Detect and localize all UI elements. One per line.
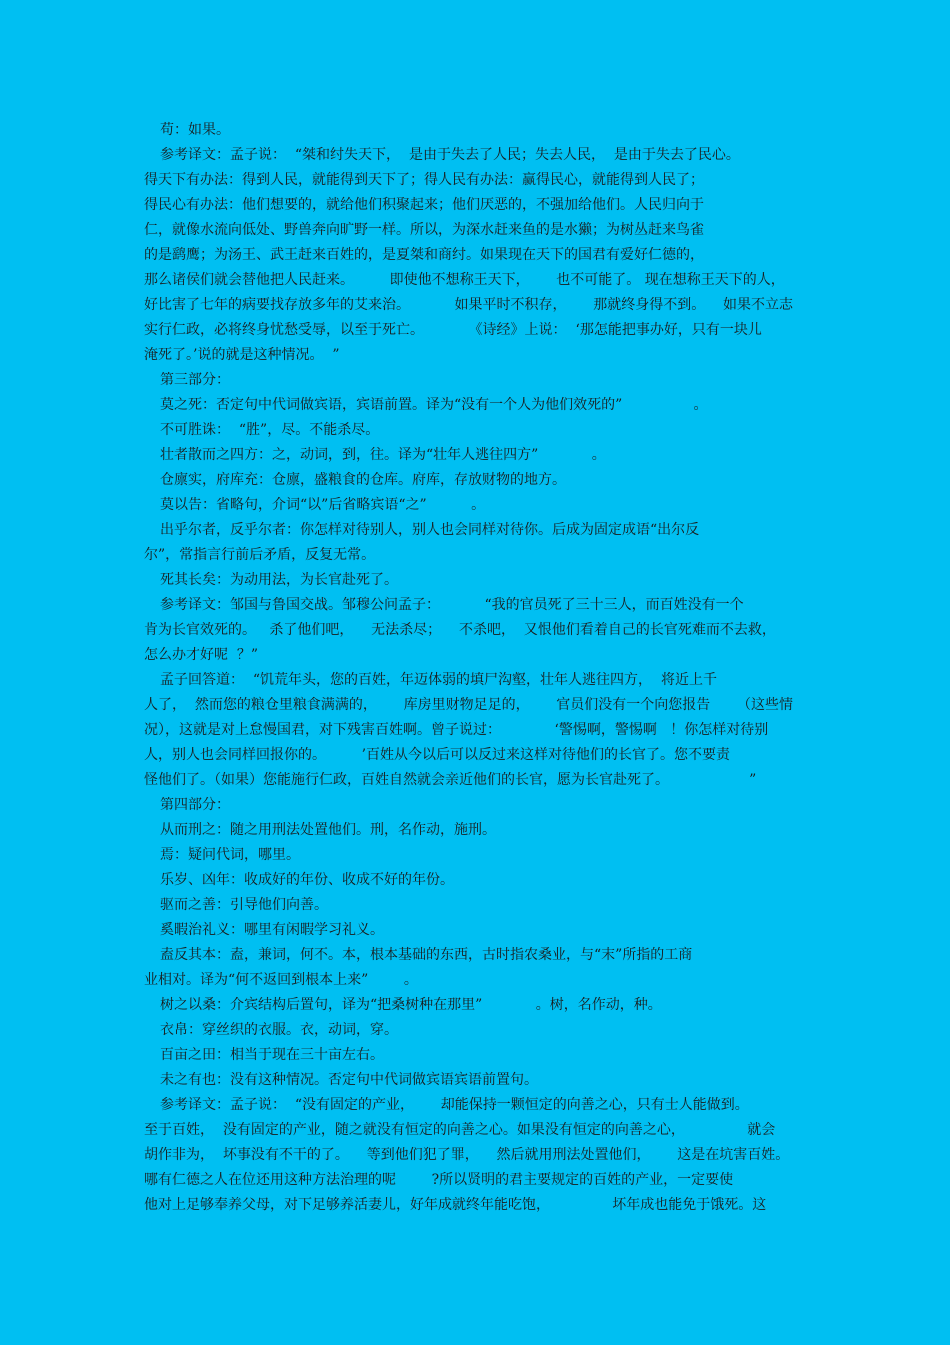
text-line: 好比害了七年的病要找存放多年的艾来治。 如果平时不积存， 那就终身得不到。 如果不立志 <box>144 297 794 313</box>
text-line: 得民心有办法：他们想要的，就给他们积聚起来；他们厌恶的，不强加给他们。人民归向于 <box>144 197 704 213</box>
text-line: 未之有也：没有这种情况。否定句中代词做宾语宾语前置句。 <box>160 1072 538 1088</box>
text-line: 实行仁政，必将终身忧愁受辱，以至于死亡。 《诗经》上说： ‘那怎能把事办好，只有一块儿 <box>144 322 762 338</box>
text-line: 孟子回答道： “饥荒年头，您的百姓，年迈体弱的填尸沟壑，壮年人逃往四方， 将近上千 <box>160 672 717 688</box>
text-line: 焉：疑问代词，哪里。 <box>160 847 300 863</box>
text-line: 乐岁、凶年：收成好的年份、收成不好的年份。 <box>160 872 454 888</box>
text-line: 况），这就是对上怠慢国君，对下残害百姓啊。曾子说过： ‘警惕啊，警惕啊 ！你怎样对待别 <box>144 722 769 738</box>
text-line: 莫之死：否定句中代词做宾语，宾语前置。译为“没有一个人为他们效死的” 。 <box>160 397 708 413</box>
text-line: 不可胜诛： “胜”，尽。不能杀尽。 <box>160 422 380 438</box>
text-line: 莫以告：省略句，介词“以”后省略宾语“之” 。 <box>160 497 486 513</box>
text-line: 哪有仁德之人在位还用这种方法治理的呢 ?所以贤明的君主要规定的百姓的产业，一定要使 <box>144 1172 734 1188</box>
text-line: 参考译文：孟子说： “桀和纣失天下， 是由于失去了人民；失去人民， 是由于失去了民心。 <box>160 147 740 163</box>
text-line: 得天下有办法：得到人民，就能得到天下了；得人民有办法：赢得民心，就能得到人民了； <box>144 172 704 188</box>
body-text <box>144 118 809 1218</box>
text-line: 盍反其本：盍，兼词，何不。本，根本基础的东西，古时指农桑业，与“末”所指的工商 <box>160 947 693 963</box>
text-line: 怎么办才好呢 ？” <box>144 647 259 663</box>
section-heading: 第四部分： <box>160 797 230 813</box>
text-line: 从而刑之：随之用刑法处置他们。刑，名作动，施刑。 <box>160 822 496 838</box>
text-line: 尔”，常指言行前后矛盾，反复无常。 <box>144 547 376 563</box>
text-line: 人，别人也会同样回报你的。 ’百姓从今以后可以反过来这样对待他们的长官了。您不要责 <box>144 747 731 763</box>
text-line: 苟：如果。 <box>160 122 230 138</box>
text-line: 那么诸侯们就会替他把人民赶来。 即使他不想称王天下， 也不可能了。 现在想称王天下的人， <box>144 272 785 288</box>
text-line: 衣帛：穿丝织的衣服。衣，动词，穿。 <box>160 1022 398 1038</box>
text-line: 仁，就像水流向低处、野兽奔向旷野一样。所以，为深水赶来鱼的是水獭；为树丛赶来鸟雀 <box>144 222 704 238</box>
text-line: 出乎尔者，反乎尔者：你怎样对待别人，别人也会同样对待你。后成为固定成语“出尔反 <box>160 522 700 538</box>
text-line: 至于百姓， 没有固定的产业，随之就没有恒定的向善之心。如果没有恒定的向善之心， 就会 <box>144 1122 776 1138</box>
text-line: 胡作非为， 坏事没有不干的了。 等到他们犯了罪， 然后就用刑法处置他们， 这是在坑害百姓。 <box>144 1147 790 1163</box>
text-line: 参考译文：孟子说： “没有固定的产业， 却能保持一颗恒定的向善之心，只有士人能做到。 <box>160 1097 749 1113</box>
text-line: 的是鹞鹰；为汤王、武王赶来百姓的，是夏桀和商纣。如果现在天下的国君有爱好仁德的， <box>144 247 704 263</box>
text-line: 死其长矣：为动用法，为长官赴死了。 <box>160 572 398 588</box>
section-heading: 第三部分： <box>160 372 230 388</box>
text-line: 奚暇治礼义：哪里有闲暇学习礼义。 <box>160 922 384 938</box>
text-line: 淹死了。’说的就是这种情况。 ” <box>144 347 340 363</box>
text-line: 人了， 然而您的粮仓里粮食满满的， 库房里财物足足的， 官员们没有一个向您报告 （这些情 <box>144 697 794 713</box>
text-line: 百亩之田：相当于现在三十亩左右。 <box>160 1047 384 1063</box>
text-line: 仓廪实，府库充：仓廪，盛粮食的仓库。府库，存放财物的地方。 <box>160 472 566 488</box>
text-line: 树之以桑：介宾结构后置句，译为“把桑树种在那里” 。树，名作动，种。 <box>160 997 662 1013</box>
text-line: 业相对。译为“何不返回到根本上来” 。 <box>144 972 418 988</box>
text-line: 参考译文：邹国与鲁国交战。邹穆公问孟子： “我的官员死了三十三人，而百姓没有一个 <box>160 597 744 613</box>
text-line: 怪他们了。（如果）您能施行仁政，百姓自然就会亲近他们的长官，愿为长官赴死了。 ” <box>144 772 757 788</box>
text-line: 壮者散而之四方：之，动词，到，往。译为“壮年人逃往四方” 。 <box>160 447 606 463</box>
text-line: 肯为长官效死的。 杀了他们吧， 无法杀尽； 不杀吧， 又恨他们看着自己的长官死难而不去救， <box>144 622 776 638</box>
text-line: 驱而之善：引导他们向善。 <box>160 897 328 913</box>
text-line: 他对上足够奉养父母，对下足够养活妻儿，好年成就终年能吃饱， 坏年成也能免于饿死。这 <box>144 1197 767 1213</box>
